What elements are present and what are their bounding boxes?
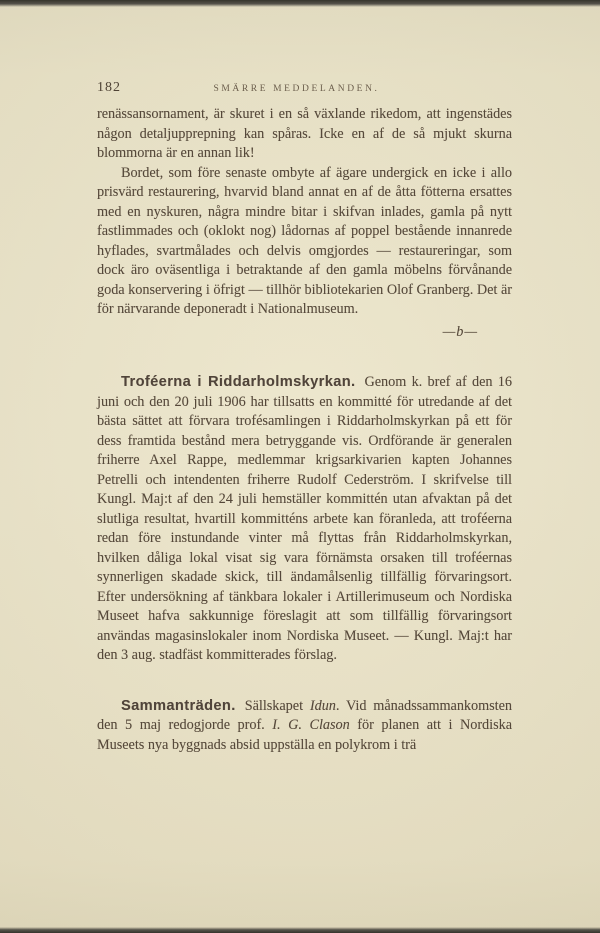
section-heading-sammantraden: Sammanträden.	[121, 697, 236, 714]
section-trofeerna	[97, 373, 512, 666]
page-body	[97, 105, 512, 755]
section-heading-trofeerna: Troféerna i Riddarholmskyrkan.	[121, 374, 356, 390]
scan-edge-top	[0, 0, 600, 7]
section-body-segment-italic: I. G. Clason	[272, 717, 350, 733]
author-signature: —b—	[442, 323, 478, 340]
paragraph-continuation-1: renässansornament, är skuret i en så växlande rikedom, att ingenstädes någon detaljupprepning kan spåras. Icke en af de så mjukt skurna blommorna är en annan lik!	[97, 106, 512, 161]
section-body-segment: för planen att i Nordiska Museets nya byggnads absid uppställa en polykrom i trä	[97, 717, 512, 753]
paragraph-continuation-2: Bordet, som före senaste ombyte af ägare undergick en icke i allo prisvärd restaurering, hvarvid bland annat en af de åtta fötterna ersattes med en nyskuren, några mindre bitar i skifvan inlades, gamla på nytt fastlimmades och (oklokt nog) lådornas af poppel bestående innanrede hyflades, svartmålades och delvis omgjordes — restaureringar, som dock äro oväsentliga i betraktande af den gamla möbelns förvånande goda konservering i öfrigt — tillhör bibliotekarien Olof Granberg. Det är för närvarande deponeradt i Nationalmuseum.	[97, 164, 512, 317]
section-body-trofeerna: Genom k. bref af den 16 juni och den 20 juli 1906 har tillsatts en kommitté för utredande af det bästa sättet att förvara trofésamlingen i Riddarholmskyrkan på ett för dess framtida bestånd mera betryggande vis. Ordförande är generalen friherre Axel Rappe, medlemmar krigsarkivarien kapten Johannes Petrelli och intendenten friherre Rudolf Cederström. I skrifvelse till Kungl. Maj:t af den 24 juli hemställer kommittén utan afvaktan på det slutliga resultat, hvartill kommitténs arbete kan föranleda, att troféerna redan före instundande vinter må flyttas från Riddarholmskyrkan, hvilken dåliga lokal visat sig vara förnämsta orsaken till troféernas synnerligen skadade skick, till ändamålsenlig tillfällig förvaringsort. Efter undersökning af tänkbara lokaler i Artillerimuseum och Nordiska Museet hafva sakkunnige föreslagit att som tillfällig förvaringsort användas magasinslokaler inom Nordiska Museet. — Kungl. Maj:t har den 3 aug. stadfäst kommitterades förslag.	[97, 374, 512, 663]
page-number: 182	[97, 80, 121, 95]
running-header-title: SMÄRRE MEDDELANDEN.	[213, 84, 380, 94]
section-sammantraden	[97, 697, 512, 756]
section-body-segment-italic: Idun	[309, 697, 336, 714]
scan-edge-bottom	[0, 927, 600, 933]
running-header	[97, 80, 512, 96]
section-body-segment: Sällskapet	[244, 697, 310, 714]
section-body-segment: . Vid månadssammankomsten den 5 maj redogjorde prof.	[97, 697, 512, 733]
